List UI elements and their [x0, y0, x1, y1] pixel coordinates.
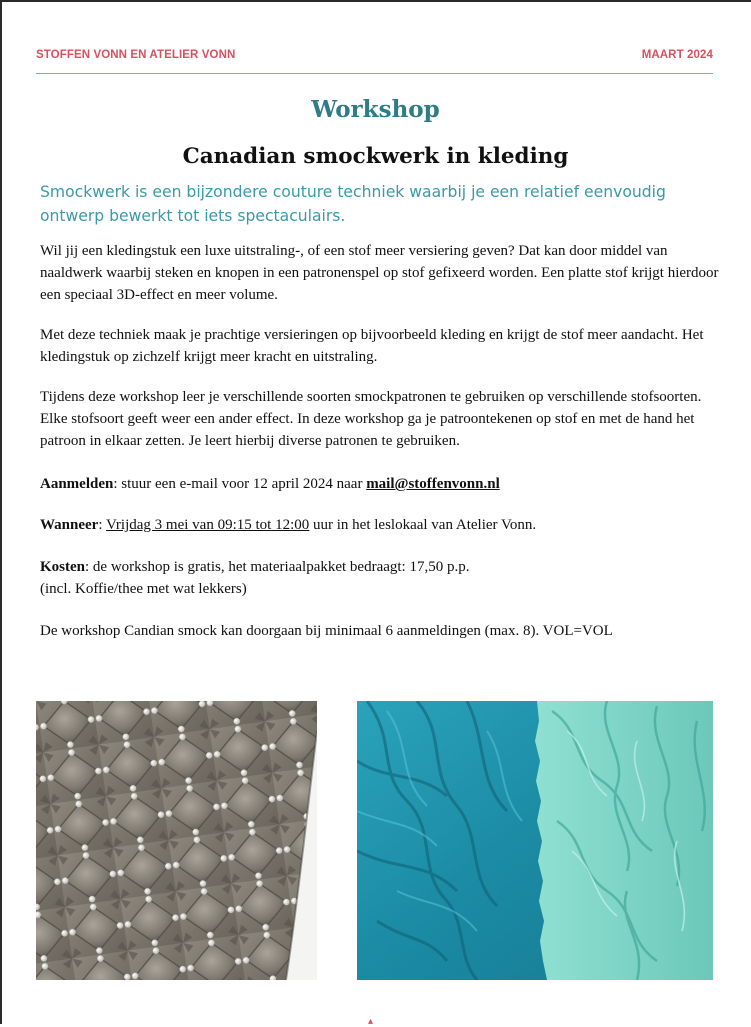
email-link[interactable]: mail@stoffenvonn.nl	[366, 476, 500, 492]
grey-smock-image	[36, 701, 317, 980]
header-publisher: STOFFEN VONN EN ATELIER VONN	[36, 49, 236, 61]
teal-smock-photo	[357, 701, 713, 980]
costs-block	[40, 556, 730, 600]
page-border-top	[0, 0, 751, 2]
when-date: Vrijdag 3 mei van 09:15 tot 12:00	[106, 517, 310, 533]
when-rest: uur in het leslokaal van Atelier Vonn.	[309, 517, 537, 533]
costs-text: : de workshop is gratis, het materiaalpakket bedraagt: 17,50 p.p.	[85, 559, 470, 575]
intro-text: Smockwerk is een bijzondere couture techniek waarbij je een relatief eenvoudig ontwerp bewerkt tot iets spectaculairs.	[40, 183, 666, 225]
page-number-mark: ▴	[368, 1016, 374, 1027]
signup-label: Aanmelden	[40, 476, 114, 492]
costs-note: (incl. Koffie/thee met wat lekkers)	[40, 581, 247, 597]
when-label: Wanneer	[40, 517, 99, 533]
grey-smock-photo	[36, 701, 317, 980]
teal-smock-image	[357, 701, 713, 980]
page-title: Canadian smockwerk in kleding	[182, 144, 569, 169]
paragraph-2: Met deze techniek maak je prachtige versieringen op bijvoorbeeld kleding en krijgt de stof meer aandacht. Het kledingstuk op zichzelf krijgt meer kracht en uitstraling.	[40, 327, 704, 365]
page-header	[36, 47, 713, 74]
section-kicker: Workshop	[311, 96, 440, 123]
signup-line	[40, 473, 730, 495]
when-line	[40, 514, 730, 536]
paragraph-3: Tijdens deze workshop leer je verschillende soorten smockpatronen te gebruiken op verschillende stofsoorten. Elke stofsoort geeft weer een ander effect. In deze workshop ga je patroontekenen op stof en met de hand het patroon in elkaar zetten. Je leert hierbij diverse patronen te gebruiken.	[40, 389, 702, 449]
costs-label: Kosten	[40, 559, 85, 575]
paragraph-1: Wil jij een kledingstuk een luxe uitstraling-, of een stof meer versiering geven? Dat kan door middel van naaldwerk waarbij steken en knopen in een patronenspel op stof gefixeerd worden. Een platte stof krijgt hierdoor een speciaal 3D-effect en meer volume.	[40, 243, 719, 303]
signup-text: : stuur een e-mail voor 12 april 2024 naar	[113, 476, 367, 492]
header-date: MAART 2024	[641, 49, 713, 61]
closing-line: De workshop Candian smock kan doorgaan bij minimaal 6 aanmeldingen (max. 8). VOL=VOL	[40, 623, 613, 639]
when-sep: :	[98, 517, 106, 533]
